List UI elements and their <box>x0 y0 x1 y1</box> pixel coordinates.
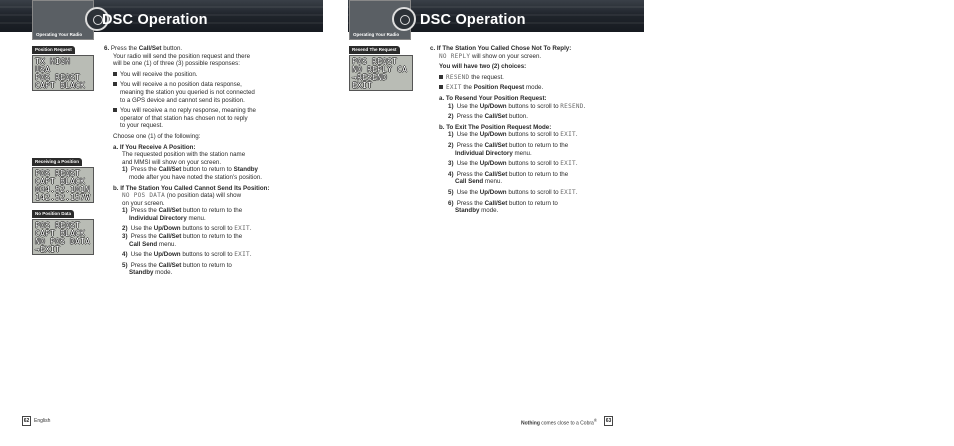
step-ra2: 2) Press the Call/Set button. <box>448 113 528 121</box>
step-rb5: 5) Use the Up/Down buttons to scroll to EXIT. <box>448 188 578 196</box>
lcd-line: CAPT BLACK <box>35 176 85 186</box>
intro-line: will be one (1) of three (3) possible responses: <box>113 60 240 68</box>
bullet-item: You will receive the position. <box>104 71 319 79</box>
left-footer-language: English <box>34 418 51 424</box>
screen-label-receiving-position: Receiving a Position <box>32 158 82 166</box>
lcd-line: POS REQST <box>35 168 80 178</box>
step-b1: 1) Press the Call/Set button to return to the <box>122 207 243 215</box>
lcd-line: →RESEND <box>352 72 387 82</box>
right-section-tab-label: Operating Your Radio <box>353 32 400 37</box>
bullet-item: You will receive a no reply response, meaning the <box>104 107 319 115</box>
lcd-receiving-position <box>32 167 94 203</box>
step-b4: 4) Use the Up/Down buttons to scroll to EXIT. <box>122 251 252 259</box>
step-a1: 1) Press the Call/Set button to return to Standby <box>122 166 259 174</box>
right-text-column: c. If The Station You Called Chose Not To Reply: NO REPLY will show on your screen. You will have two (2) choices: RESEND the request. EXIT the Position Request mode. a. To Resend Your Position Request: 1) Use the Up/Down buttons to scroll to RESEND. 2) Press the Call/Set button. b. To Exit The Position Request Mode: 1) Use the Up/Down buttons to scroll to EXIT. 2) Press the Call/Set button to return to the Individual Directory menu. 3) Use the Up/Down buttons to scroll to EXIT. 4) Press the Call/Set button to return to the Call Send menu. 5) Use the Up/Down buttons to scroll to EXIT. 6) Press the Call/Set button to return to Standby mode. <box>430 45 645 215</box>
lcd-line: TX HIGH <box>35 56 70 66</box>
screen-label-position-request: Position Request <box>32 46 75 54</box>
intro-line: Your radio will send the position request and there <box>113 52 251 60</box>
bullet-icon <box>439 85 443 89</box>
bullet-item: You will receive a no position data response, <box>104 81 319 89</box>
right-radio-icon <box>392 7 416 31</box>
step-b2: 2) Use the Up/Down buttons to scroll to EXIT. <box>122 225 252 233</box>
lcd-line: CAPT BLACK <box>35 228 85 238</box>
choice-item: RESEND the request. <box>430 74 645 82</box>
lcd-line: NO POS DATA <box>35 236 90 246</box>
screen-label-no-position-data: No Position Data <box>32 210 74 218</box>
lcd-line: CAPT BLACK <box>35 80 85 90</box>
subhead-c: c. If The Station You Called Chose Not To Reply: <box>430 45 572 52</box>
lcd-line: 034.52.101N <box>35 184 90 194</box>
choices-line: You will have two (2) choices: <box>439 63 527 71</box>
step-b3: 3) Press the Call/Set button to return to the <box>122 233 243 241</box>
lcd-resend-request <box>349 55 413 91</box>
subhead-resend: a. To Resend Your Position Request: <box>439 94 547 102</box>
left-page-title: DSC Operation <box>102 12 208 28</box>
lcd-line: NO REPLY CA <box>352 64 407 74</box>
lcd-line: →EXIT <box>35 244 60 254</box>
bullet-icon <box>113 72 117 76</box>
left-text-column: 6. Press the Call/Set button. Your radio will send the position request and there will be one (1) of three (3) possible responses: You will receive the position. You will receive a no position data response, meaning the station you queried is not connected to a GPS device and cannot send its position. You will receive a no reply response, meaning the operator of that station has chosen not to reply to your request. Choose one (1) of the following: a. If You Receive A Position: The requested position with the station name and MMSI will show on your screen. 1) Press the Call/Set button to return to Standby mode after you have noted the station’s position. b. If The Station You Called Cannot Send Its Position: NO POS DATA (no position data) will show on your screen. 1) Press the Call/Set button to return to the Individual Directory menu. 2) Use the Up/Down buttons to scroll to EXIT. 3) Press the Call/Set button to return to the Call Send menu. 4) Use the Up/Down buttons to scroll to EXIT. 5) Press the Call/Set button to return to Standby mode. <box>104 45 319 277</box>
step-6: 6. Press the Call/Set button. <box>104 45 183 52</box>
lcd-line: 142.52.157W <box>35 192 90 202</box>
right-page-number: 63 <box>605 418 612 424</box>
bullet-icon <box>113 82 117 86</box>
bullet-icon <box>113 108 117 112</box>
subhead-a: a. If You Receive A Position: <box>113 143 196 151</box>
lcd-position-request <box>32 55 94 91</box>
lcd-no-position-data <box>32 219 94 255</box>
lcd-line: POS REQST <box>352 56 397 66</box>
subhead-exit: b. To Exit The Position Request Mode: <box>439 123 552 131</box>
step-rb6: 6) Press the Call/Set button to return to <box>448 199 558 207</box>
lcd-line: POS REQST <box>35 220 80 230</box>
step-b5: 5) Press the Call/Set button to return to <box>122 261 232 269</box>
left-section-tab-label: Operating Your Radio <box>36 32 83 37</box>
lcd-line: USA <box>35 64 50 74</box>
step-rb1: 1) Use the Up/Down buttons to scroll to EXIT. <box>448 131 578 139</box>
subhead-b: b. If The Station You Called Cannot Send Its Position: <box>113 184 270 192</box>
choose-line: Choose one (1) of the following: <box>113 132 201 140</box>
lcd-line: EXIT <box>352 80 372 90</box>
lcd-line: POS REQST <box>35 72 80 82</box>
step-rb2: 2) Press the Call/Set button to return to the <box>448 141 569 149</box>
choice-item: EXIT the Position Request mode. <box>430 84 645 92</box>
step-rb4: 4) Press the Call/Set button to return to the <box>448 170 569 178</box>
step-rb3: 3) Use the Up/Down buttons to scroll to EXIT. <box>448 160 578 168</box>
step-ra1: 1) Use the Up/Down buttons to scroll to RESEND. <box>448 102 586 110</box>
left-page-number: 62 <box>23 418 30 424</box>
bullet-icon <box>439 75 443 79</box>
right-page-title: DSC Operation <box>420 12 526 28</box>
screen-label-resend-request: Resend The Request <box>349 46 400 54</box>
right-footer-tagline: Nothing comes close to a Cobra® <box>521 418 597 427</box>
